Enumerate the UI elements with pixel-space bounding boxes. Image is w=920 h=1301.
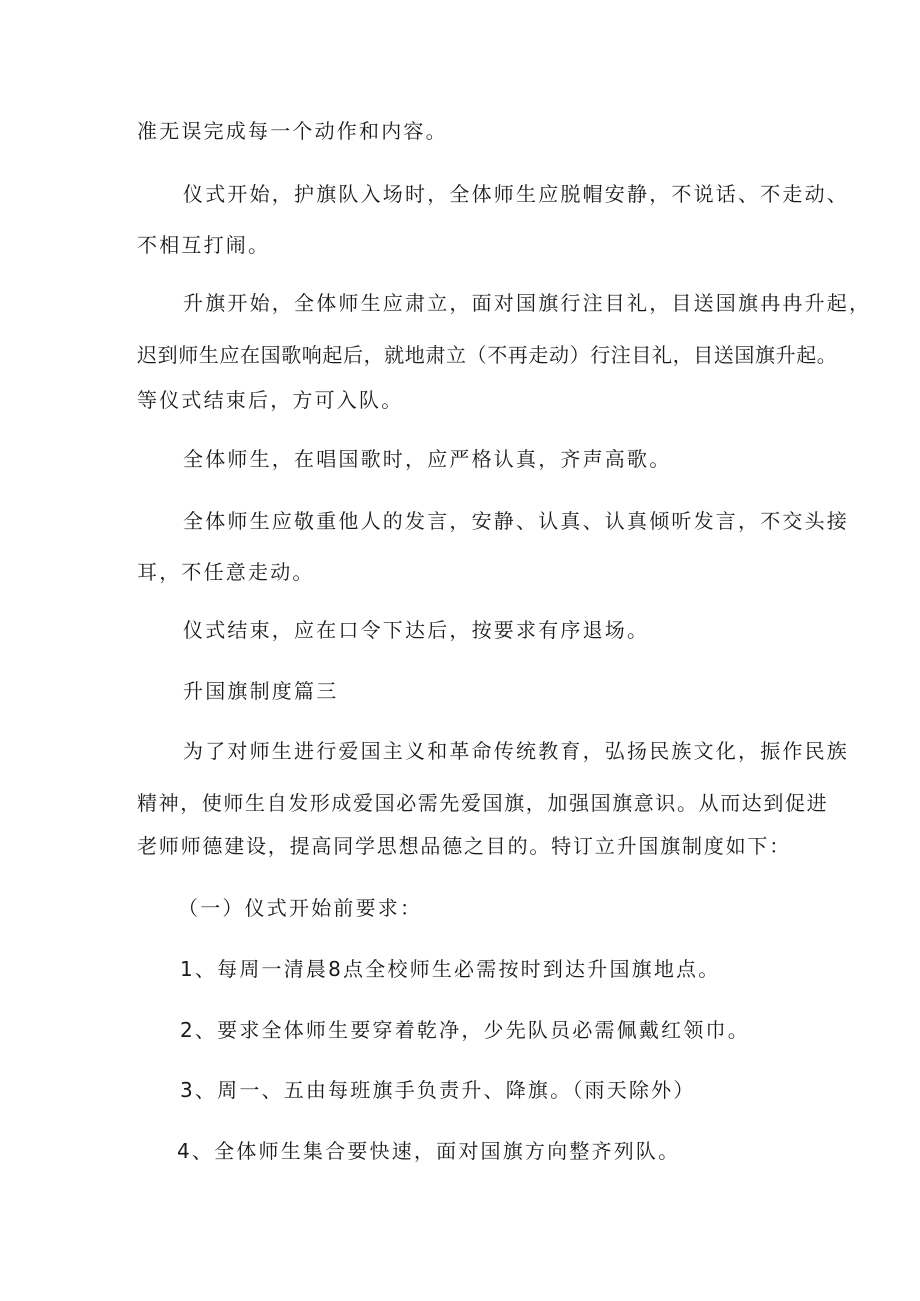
text-line: 全体师生应敬重他人的发言，安静、认真、认真倾听发言，不交头接 bbox=[183, 509, 849, 533]
subsection-heading: （一）仪式开始前要求： bbox=[178, 896, 423, 920]
list-item: 2、要求全体师生要穿着乾净，少先队员必需佩戴红领巾。 bbox=[180, 1018, 750, 1042]
text-line: 为了对师生进行爱国主义和革命传统教育，弘扬民族文化，振作民族 bbox=[183, 739, 849, 763]
section-heading: 升国旗制度篇三 bbox=[183, 679, 339, 703]
text-line: 全体师生，在唱国歌时，应严格认真，齐声高歌。 bbox=[183, 447, 672, 471]
text-line: 准无误完成每一个动作和内容。 bbox=[137, 119, 448, 143]
text-line: 精神，使师生自发形成爱国必需先爱国旗，加强国旗意识。从而达到促进 bbox=[137, 791, 829, 815]
text-line: 升旗开始，全体师生应肃立，面对国旗行注目礼，目送国旗冉冉升起， bbox=[183, 291, 872, 315]
list-item: 4、全体师生集合要快速，面对国旗方向整齐列队。 bbox=[177, 1139, 681, 1163]
text-line: 不相互打闹。 bbox=[137, 233, 271, 257]
text-line: 等仪式结束后，方可入队。 bbox=[137, 388, 404, 412]
text-line: 仪式开始，护旗队入场时，全体师生应脱帽安静，不说话、不走动、 bbox=[183, 182, 849, 206]
text-line: 迟到师生应在国歌响起后，就地肃立（不再走动）行注目礼，目送国旗升起。 bbox=[137, 343, 838, 367]
text-line: 老师师德建设，提高同学思想品德之目的。特订立升国旗制度如下： bbox=[137, 834, 791, 858]
text-line: 仪式结束，应在口令下达后，按要求有序退场。 bbox=[183, 618, 650, 642]
list-item: 3、周一、五由每班旗手负责升、降旗。（雨天除外） bbox=[180, 1078, 696, 1102]
text-line: 耳，不任意走动。 bbox=[137, 560, 315, 584]
list-item: 1、每周一清晨8点全校师生必需按时到达升国旗地点。 bbox=[180, 957, 721, 981]
